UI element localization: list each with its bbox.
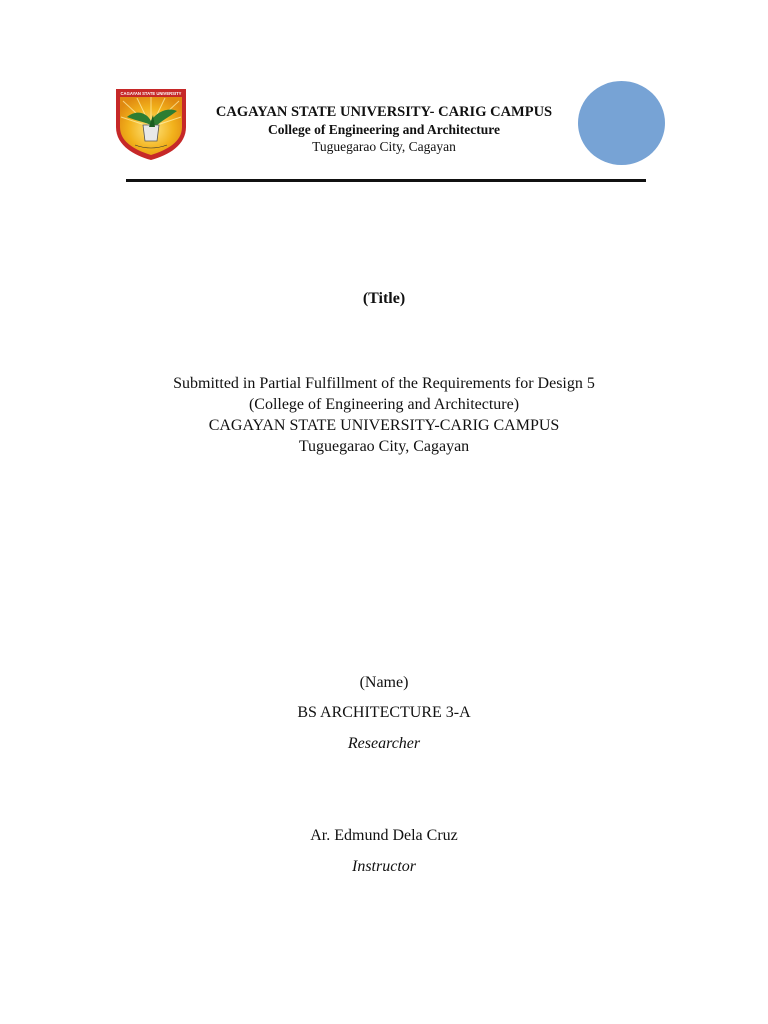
header-divider [126,179,646,182]
submission-statement [0,373,768,457]
document-title: (Title) [362,290,406,307]
university-name: CAGAYAN STATE UNIVERSITY- CARIG CAMPUS [215,104,553,120]
submission-line: Tuguegarao City, Cagayan [298,438,470,455]
city-address: Tuguegarao City, Cagayan [312,139,456,154]
instructor-role: Instructor [352,858,416,875]
university-seal-logo [113,87,189,161]
submission-line: Submitted in Partial Fulfillment of the Requirements for Design 5 [173,375,595,392]
researcher-course: BS ARCHITECTURE 3-A [297,704,471,721]
letterhead [186,103,582,155]
svg-text:CAGAYAN STATE UNIVERSITY: CAGAYAN STATE UNIVERSITY [120,91,182,96]
submission-line: (College of Engineering and Architecture) [248,396,520,413]
college-name: College of Engineering and Architecture [268,122,500,137]
researcher-role: Researcher [347,735,421,752]
submission-line: CAGAYAN STATE UNIVERSITY-CARIG CAMPUS [208,417,560,434]
researcher-name: (Name) [359,674,409,691]
blue-circle-decoration [578,81,665,165]
instructor-name: Ar. Edmund Dela Cruz [310,827,458,844]
